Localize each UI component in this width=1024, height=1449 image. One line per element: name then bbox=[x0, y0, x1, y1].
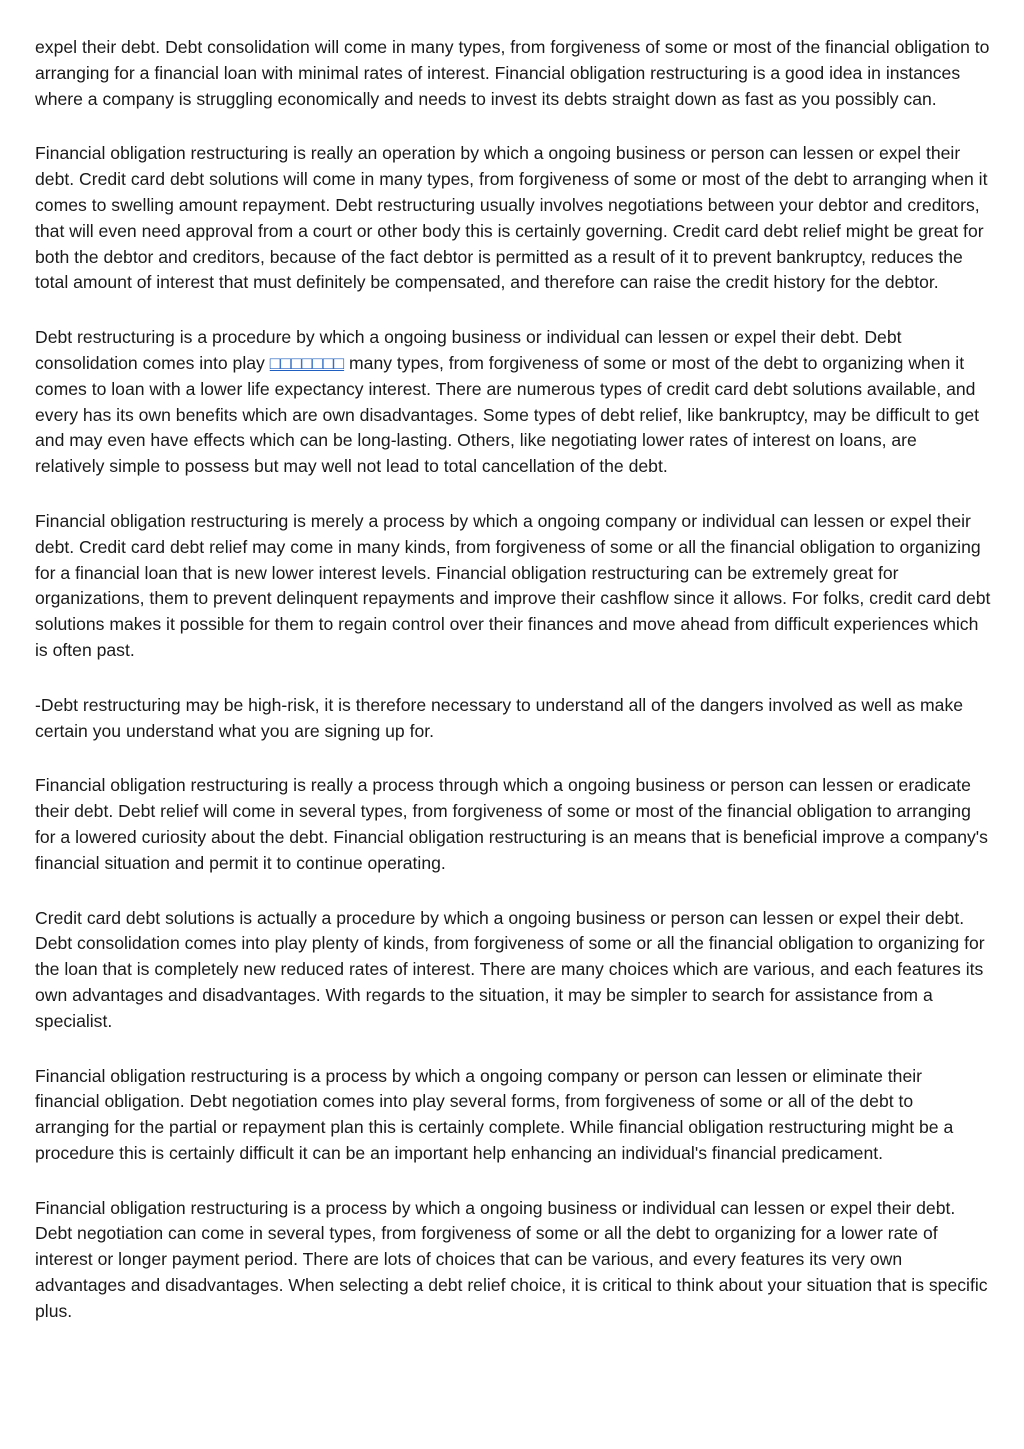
paragraph-text-before-link: Debt restructuring is a procedure by which a ongoing business or individual can lessen or expel their debt. Debt consolidation comes into play bbox=[35, 327, 902, 373]
paragraph: Financial obligation restructuring is a process by which a ongoing business or individual can lessen or expel their debt. Debt negotiation can come in several types, from forgiveness of some or all the debt to organizing for a lower rate of interest or longer payment period. There are lots of choices that can be various, and every features its very own advantages and disadvantages. When selecting a debt relief choice, it is critical to think about your situation that is specific plus. bbox=[35, 1197, 988, 1321]
paragraph-text-after-link: many types, from forgiveness of some or most of the debt to organizing when it comes to loan with a lower life expectancy interest. There are numerous types of credit card debt solutions available, and every has its own benefits which are own disadvantages. Some types of debt relief, like bankruptcy, may be difficult to get and may even have effects which can be long-lasting. Others, like negotiating lower rates of interest on loans, are relatively simple to possess but may well not lead to total cancellation of the debt. bbox=[35, 352, 980, 477]
paragraph: expel their debt. Debt consolidation will come in many types, from forgiveness of some or most of the financial obligation to arranging for a financial loan with minimal rates of interest. Financial obligation restructuring is a good idea in instances where a company is struggling economically and needs to invest its debts straight down as fast as you possibly can. bbox=[35, 37, 990, 109]
paragraph: -Debt restructuring may be high-risk, it is therefore necessary to understand all of the dangers involved as well as make certain you understand what you are signing up for. bbox=[35, 694, 964, 741]
paragraph-with-link bbox=[35, 325, 991, 480]
document-body bbox=[35, 35, 991, 1325]
paragraph: Financial obligation restructuring is a process by which a ongoing company or person can lessen or eliminate their financial obligation. Debt negotiation comes into play several forms, from forgiveness of some or all of the debt to arranging for the partial or repayment plan this is certainly complete. While financial obligation restructuring might be a procedure this is certainly difficult it can be an important help enhancing an individual's financial predicament. bbox=[35, 1065, 954, 1163]
paragraph: Financial obligation restructuring is merely a process by which a ongoing company or individual can lessen or expel their debt. Credit card debt relief may come in many kinds, from forgiveness of some or all the financial obligation to organizing for a financial loan that is new lower interest levels. Financial obligation restructuring can be extremely great for organizations, them to prevent delinquent repayments and improve their cashflow since it allows. For folks, credit card debt solutions makes it possible for them to regain control over their finances and move ahead from difficult experiences which is often past. bbox=[35, 510, 991, 660]
paragraph: Financial obligation restructuring is really a process through which a ongoing business or person can lessen or eradicate their debt. Debt relief will come in several types, from forgiveness of some or most of the financial obligation to arranging for a lowered curiosity about the debt. Financial obligation restructuring is an means that is beneficial improve a company's financial situation and permit it to continue operating. bbox=[35, 775, 988, 873]
paragraph: Financial obligation restructuring is really an operation by which a ongoing business or person can lessen or expel their debt. Credit card debt solutions will come in many types, from forgiveness of some or most of the debt to arranging when it comes to swelling amount repayment. Debt restructuring usually involves negotiations between your debtor and creditors, that will even need approval from a court or other body this is certainly governing. Credit card debt relief might be great for both the debtor and creditors, because of the fact debtor is permitted as a result of it to prevent bankruptcy, reduces the total amount of interest that must definitely be compensated, and therefore can raise the credit history for the debtor. bbox=[35, 143, 988, 293]
inline-link[interactable]: □□□□□□□ bbox=[269, 352, 345, 373]
paragraph: Credit card debt solutions is actually a procedure by which a ongoing business or person can lessen or expel their debt. Debt consolidation comes into play plenty of kinds, from forgiveness of some or all the financial obligation to organizing for the loan that is completely new reduced rates of interest. There are many choices which are various, and each features its own advantages and disadvantages. With regards to the situation, it may be simpler to search for assistance from a specialist. bbox=[35, 907, 985, 1031]
